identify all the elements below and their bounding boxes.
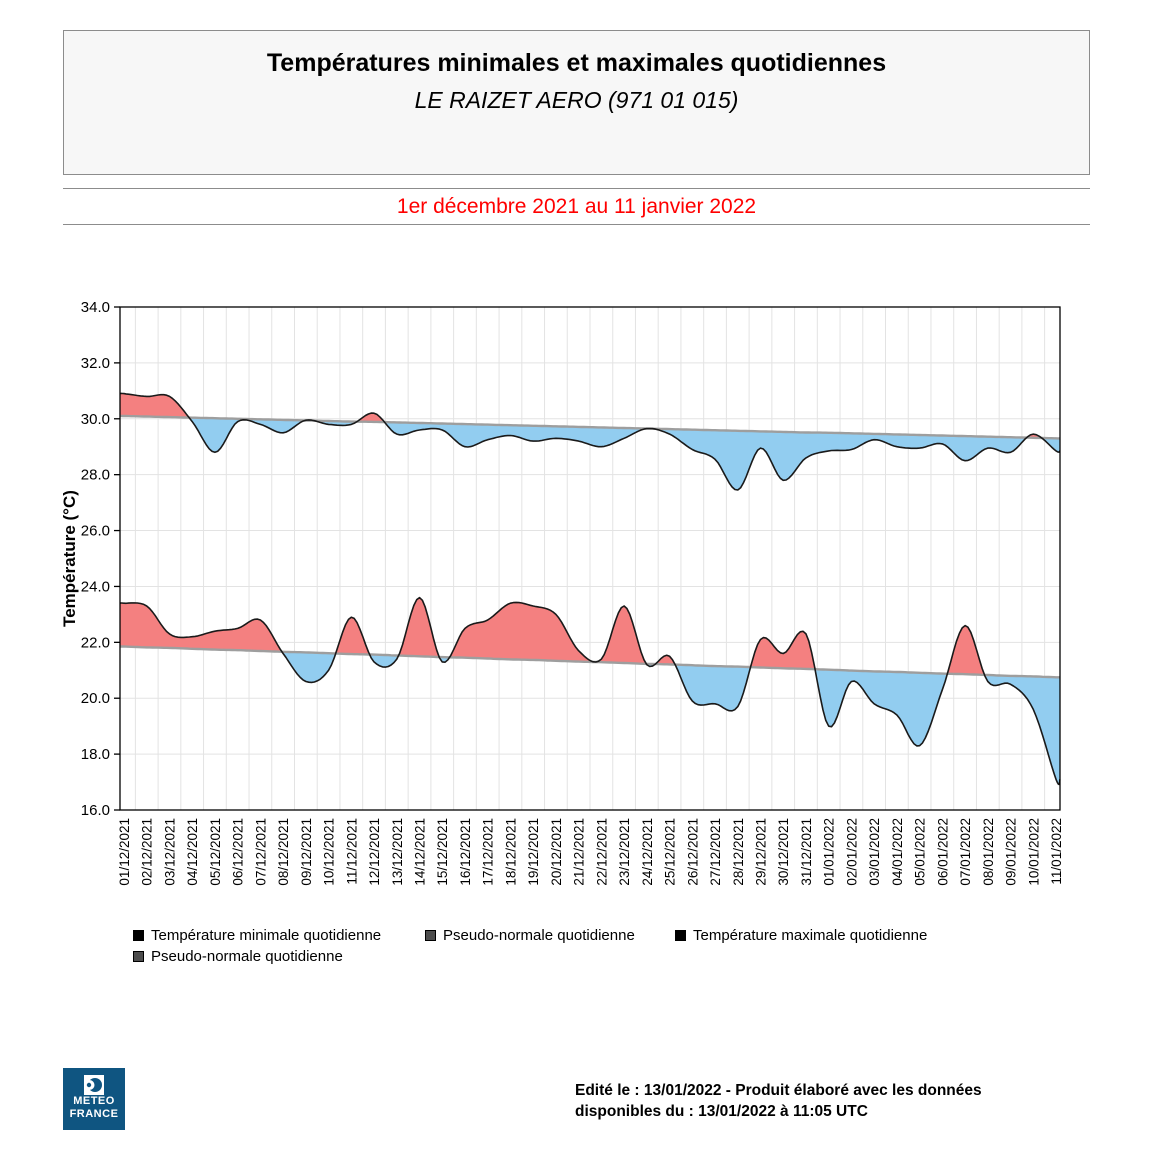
svg-text:21/12/2021: 21/12/2021 — [571, 818, 587, 886]
svg-text:24/12/2021: 24/12/2021 — [639, 818, 655, 886]
svg-text:03/01/2022: 03/01/2022 — [867, 818, 883, 886]
svg-text:07/12/2021: 07/12/2021 — [253, 818, 269, 886]
svg-text:29/12/2021: 29/12/2021 — [753, 818, 769, 886]
svg-text:06/01/2022: 06/01/2022 — [935, 818, 951, 886]
svg-text:34.0: 34.0 — [80, 299, 110, 316]
svg-text:20.0: 20.0 — [80, 690, 110, 708]
svg-text:11/12/2021: 11/12/2021 — [344, 818, 360, 885]
station-title: LE RAIZET AERO (971 01 015) — [414, 87, 739, 113]
svg-text:30.0: 30.0 — [80, 410, 110, 428]
svg-text:05/12/2021: 05/12/2021 — [207, 818, 223, 886]
logo-text-france: FRANCE — [69, 1108, 119, 1120]
legend-item-pseudo-normale-max — [133, 949, 343, 964]
svg-text:06/12/2021: 06/12/2021 — [230, 818, 246, 886]
svg-text:08/01/2022: 08/01/2022 — [980, 818, 996, 886]
svg-text:22.0: 22.0 — [80, 634, 110, 652]
svg-text:01/12/2021: 01/12/2021 — [117, 818, 132, 886]
svg-text:26.0: 26.0 — [80, 522, 110, 540]
svg-text:08/12/2021: 08/12/2021 — [276, 818, 292, 886]
svg-text:11/01/2022: 11/01/2022 — [1049, 818, 1064, 885]
temperature-chart-svg — [55, 293, 1075, 905]
legend-item-tmax — [675, 928, 927, 943]
svg-text:09/12/2021: 09/12/2021 — [298, 818, 314, 886]
svg-text:05/01/2022: 05/01/2022 — [912, 818, 928, 886]
svg-text:28/12/2021: 28/12/2021 — [730, 818, 746, 886]
svg-text:31/12/2021: 31/12/2021 — [798, 818, 814, 886]
svg-text:32.0: 32.0 — [80, 354, 110, 372]
svg-text:10/12/2021: 10/12/2021 — [321, 818, 337, 886]
svg-text:20/12/2021: 20/12/2021 — [548, 818, 564, 886]
svg-text:26/12/2021: 26/12/2021 — [685, 818, 701, 886]
svg-text:30/12/2021: 30/12/2021 — [776, 818, 792, 886]
page-title: Températures minimales et maximales quotidiennes — [266, 49, 887, 77]
legend-label: Pseudo-normale quotidienne — [151, 948, 343, 965]
svg-text:25/12/2021: 25/12/2021 — [662, 818, 678, 886]
pseudo-normale-swatch-icon — [133, 951, 144, 962]
svg-text:19/12/2021: 19/12/2021 — [526, 818, 542, 886]
logo-text-meteo: METEO — [73, 1095, 115, 1107]
edition-note-line1: Edité le : 13/01/2022 - Produit élaboré avec les données — [575, 1082, 982, 1099]
svg-text:02/01/2022: 02/01/2022 — [844, 818, 860, 886]
legend-label: Température minimale quotidienne — [151, 927, 382, 944]
legend-label: Pseudo-normale quotidienne — [443, 927, 635, 944]
svg-text:24.0: 24.0 — [80, 578, 110, 596]
temperature-chart — [55, 293, 1075, 905]
svg-text:27/12/2021: 27/12/2021 — [708, 818, 724, 886]
svg-text:22/12/2021: 22/12/2021 — [594, 818, 610, 886]
meteo-france-symbol-icon — [84, 1075, 104, 1095]
svg-text:13/12/2021: 13/12/2021 — [389, 818, 405, 886]
svg-text:16/12/2021: 16/12/2021 — [457, 818, 473, 886]
svg-text:15/12/2021: 15/12/2021 — [435, 818, 451, 886]
legend-item-tmin — [133, 928, 381, 943]
svg-text:12/12/2021: 12/12/2021 — [367, 818, 383, 886]
svg-text:02/12/2021: 02/12/2021 — [139, 818, 155, 886]
tmax-swatch-icon — [675, 930, 686, 941]
svg-text:28.0: 28.0 — [80, 466, 110, 484]
svg-text:09/01/2022: 09/01/2022 — [1003, 818, 1019, 886]
header-box — [63, 30, 1090, 175]
svg-text:18.0: 18.0 — [80, 746, 110, 764]
svg-text:17/12/2021: 17/12/2021 — [480, 818, 496, 886]
pseudo-normale-swatch-icon — [425, 930, 436, 941]
svg-text:23/12/2021: 23/12/2021 — [617, 818, 633, 886]
svg-text:04/01/2022: 04/01/2022 — [889, 818, 905, 886]
svg-text:16.0: 16.0 — [80, 802, 110, 819]
svg-text:Température (°C): Température (°C) — [60, 490, 79, 627]
legend-item-pseudo-normale-min — [425, 928, 635, 943]
period-label: 1er décembre 2021 au 11 janvier 2022 — [396, 194, 757, 218]
svg-text:14/12/2021: 14/12/2021 — [412, 818, 428, 886]
edition-note — [575, 1080, 1055, 1122]
period-band — [63, 188, 1090, 225]
svg-text:10/01/2022: 10/01/2022 — [1026, 818, 1042, 886]
legend-label: Température maximale quotidienne — [693, 927, 928, 944]
tmin-swatch-icon — [133, 930, 144, 941]
svg-text:03/12/2021: 03/12/2021 — [162, 818, 178, 886]
svg-text:18/12/2021: 18/12/2021 — [503, 818, 519, 886]
edition-note-line2: disponibles du : 13/01/2022 à 11:05 UTC — [575, 1103, 868, 1120]
svg-text:07/01/2022: 07/01/2022 — [958, 818, 974, 886]
svg-text:01/01/2022: 01/01/2022 — [821, 818, 837, 886]
svg-text:04/12/2021: 04/12/2021 — [185, 818, 201, 886]
meteo-france-logo — [63, 1068, 125, 1130]
